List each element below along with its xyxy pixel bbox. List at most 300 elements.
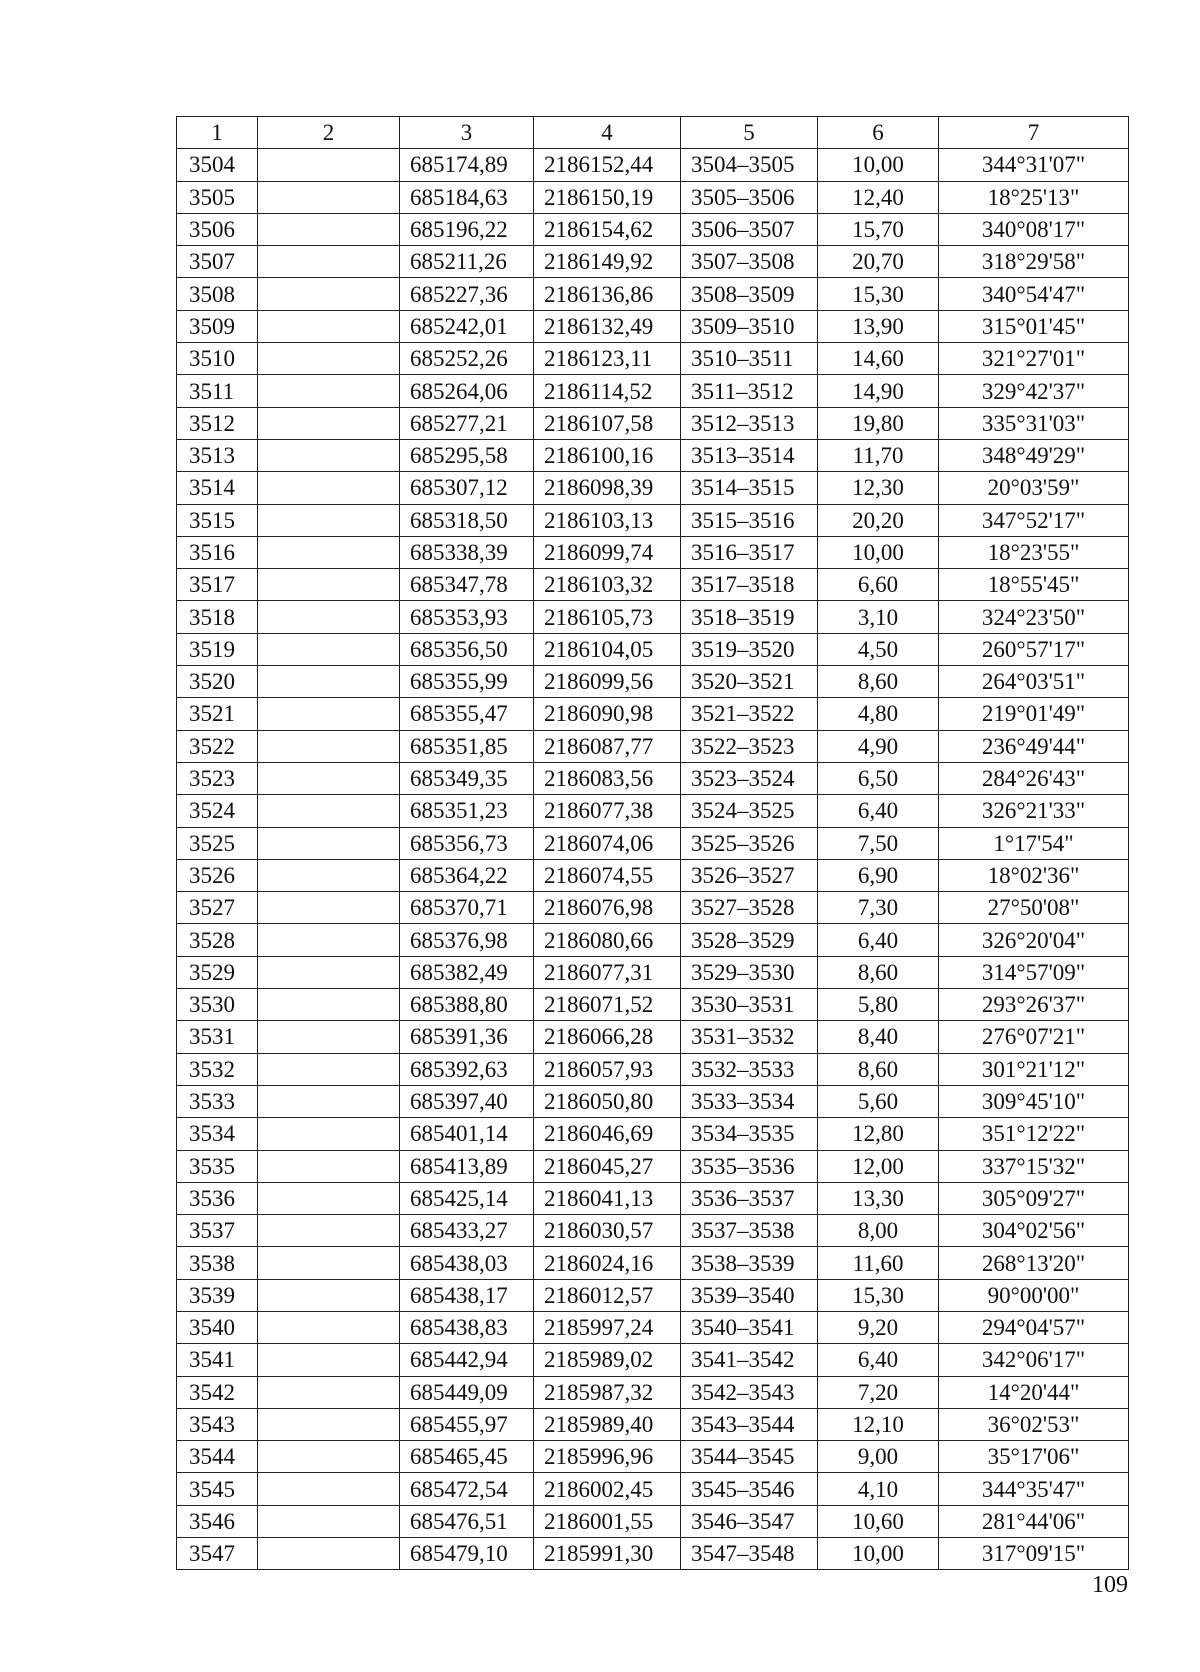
- coordinate-x-cell: 685388,80: [400, 989, 534, 1021]
- segment-cell: 3545–3546: [681, 1473, 818, 1505]
- table-row: [177, 827, 1129, 859]
- coordinate-x-cell: 685433,27: [400, 1215, 534, 1247]
- coordinate-x-cell: 685391,36: [400, 1021, 534, 1053]
- coordinate-x-cell: 685356,50: [400, 633, 534, 665]
- coordinate-x-cell: 685184,63: [400, 181, 534, 213]
- point-number-cell: 3506: [177, 213, 258, 245]
- segment-cell: 3510–3511: [681, 343, 818, 375]
- boundary-coordinates-table: [176, 116, 1129, 1570]
- segment-cell: 3538–3539: [681, 1247, 818, 1279]
- coordinate-x-cell: 685455,97: [400, 1408, 534, 1440]
- coordinate-x-cell: 685476,51: [400, 1505, 534, 1537]
- column-header-7: 7: [939, 117, 1129, 149]
- distance-cell: 14,90: [818, 375, 939, 407]
- segment-cell: 3546–3547: [681, 1505, 818, 1537]
- point-note-cell: [258, 1118, 400, 1150]
- table-row: [177, 1408, 1129, 1440]
- point-note-cell: [258, 795, 400, 827]
- coordinate-y-cell: 2186071,52: [534, 989, 681, 1021]
- table-row: [177, 504, 1129, 536]
- column-header-3: 3: [400, 117, 534, 149]
- coordinate-x-cell: 685196,22: [400, 213, 534, 245]
- table-row: [177, 1505, 1129, 1537]
- distance-cell: 5,60: [818, 1085, 939, 1117]
- distance-cell: 7,50: [818, 827, 939, 859]
- point-note-cell: [258, 246, 400, 278]
- segment-cell: 3523–3524: [681, 762, 818, 794]
- bearing-cell: 293°26'37": [939, 989, 1129, 1021]
- distance-cell: 7,20: [818, 1376, 939, 1408]
- coordinate-y-cell: 2186046,69: [534, 1118, 681, 1150]
- distance-cell: 12,10: [818, 1408, 939, 1440]
- distance-cell: 20,20: [818, 504, 939, 536]
- point-number-cell: 3533: [177, 1085, 258, 1117]
- distance-cell: 8,60: [818, 956, 939, 988]
- coordinate-x-cell: 685227,36: [400, 278, 534, 310]
- coordinate-x-cell: 685351,23: [400, 795, 534, 827]
- point-note-cell: [258, 1279, 400, 1311]
- coordinate-x-cell: 685351,85: [400, 730, 534, 762]
- table-row: [177, 181, 1129, 213]
- coordinate-x-cell: 685438,03: [400, 1247, 534, 1279]
- table-row: [177, 795, 1129, 827]
- segment-cell: 3543–3544: [681, 1408, 818, 1440]
- distance-cell: 15,30: [818, 1279, 939, 1311]
- table-row: [177, 1279, 1129, 1311]
- point-number-cell: 3525: [177, 827, 258, 859]
- point-note-cell: [258, 859, 400, 891]
- distance-cell: 10,00: [818, 536, 939, 568]
- coordinate-y-cell: 2186057,93: [534, 1053, 681, 1085]
- segment-cell: 3515–3516: [681, 504, 818, 536]
- bearing-cell: 276°07'21": [939, 1021, 1129, 1053]
- bearing-cell: 18°23'55": [939, 536, 1129, 568]
- point-number-cell: 3524: [177, 795, 258, 827]
- distance-cell: 10,60: [818, 1505, 939, 1537]
- coordinate-x-cell: 685242,01: [400, 310, 534, 342]
- segment-cell: 3527–3528: [681, 892, 818, 924]
- bearing-cell: 36°02'53": [939, 1408, 1129, 1440]
- coordinate-y-cell: 2186149,92: [534, 246, 681, 278]
- point-number-cell: 3521: [177, 698, 258, 730]
- distance-cell: 8,60: [818, 666, 939, 698]
- coordinate-x-cell: 685356,73: [400, 827, 534, 859]
- point-number-cell: 3512: [177, 407, 258, 439]
- coordinate-y-cell: 2185991,30: [534, 1538, 681, 1570]
- point-number-cell: 3518: [177, 601, 258, 633]
- coordinate-y-cell: 2186041,13: [534, 1182, 681, 1214]
- column-header-2: 2: [258, 117, 400, 149]
- coordinate-y-cell: 2186001,55: [534, 1505, 681, 1537]
- coordinate-y-cell: 2186077,38: [534, 795, 681, 827]
- distance-cell: 14,60: [818, 343, 939, 375]
- coordinate-y-cell: 2186100,16: [534, 439, 681, 471]
- point-note-cell: [258, 1182, 400, 1214]
- distance-cell: 3,10: [818, 601, 939, 633]
- point-note-cell: [258, 181, 400, 213]
- distance-cell: 8,00: [818, 1215, 939, 1247]
- coordinate-y-cell: 2186150,19: [534, 181, 681, 213]
- table-row: [177, 859, 1129, 891]
- point-note-cell: [258, 407, 400, 439]
- bearing-cell: 301°21'12": [939, 1053, 1129, 1085]
- coordinate-x-cell: 685252,26: [400, 343, 534, 375]
- coordinate-x-cell: 685211,26: [400, 246, 534, 278]
- bearing-cell: 340°08'17": [939, 213, 1129, 245]
- table-row: [177, 1376, 1129, 1408]
- point-note-cell: [258, 439, 400, 471]
- segment-cell: 3525–3526: [681, 827, 818, 859]
- coordinate-x-cell: 685307,12: [400, 472, 534, 504]
- point-number-cell: 3514: [177, 472, 258, 504]
- point-note-cell: [258, 1344, 400, 1376]
- distance-cell: 6,90: [818, 859, 939, 891]
- bearing-cell: 18°02'36": [939, 859, 1129, 891]
- coordinate-y-cell: 2186090,98: [534, 698, 681, 730]
- point-note-cell: [258, 536, 400, 568]
- coordinate-y-cell: 2185997,24: [534, 1311, 681, 1343]
- table-row: [177, 633, 1129, 665]
- coordinate-y-cell: 2185996,96: [534, 1441, 681, 1473]
- point-number-cell: 3519: [177, 633, 258, 665]
- segment-cell: 3534–3535: [681, 1118, 818, 1150]
- point-note-cell: [258, 892, 400, 924]
- point-note-cell: [258, 924, 400, 956]
- coordinate-x-cell: 685382,49: [400, 956, 534, 988]
- distance-cell: 4,90: [818, 730, 939, 762]
- point-number-cell: 3504: [177, 149, 258, 181]
- point-number-cell: 3505: [177, 181, 258, 213]
- segment-cell: 3505–3506: [681, 181, 818, 213]
- distance-cell: 12,80: [818, 1118, 939, 1150]
- distance-cell: 6,40: [818, 1344, 939, 1376]
- bearing-cell: 335°31'03": [939, 407, 1129, 439]
- segment-cell: 3511–3512: [681, 375, 818, 407]
- column-header-4: 4: [534, 117, 681, 149]
- coordinate-x-cell: 685472,54: [400, 1473, 534, 1505]
- segment-cell: 3516–3517: [681, 536, 818, 568]
- point-note-cell: [258, 827, 400, 859]
- point-note-cell: [258, 278, 400, 310]
- bearing-cell: 305°09'27": [939, 1182, 1129, 1214]
- segment-cell: 3517–3518: [681, 569, 818, 601]
- segment-cell: 3506–3507: [681, 213, 818, 245]
- segment-cell: 3521–3522: [681, 698, 818, 730]
- point-note-cell: [258, 1538, 400, 1570]
- table-row: [177, 956, 1129, 988]
- table-row: [177, 1247, 1129, 1279]
- coordinate-y-cell: 2186077,31: [534, 956, 681, 988]
- segment-cell: 3514–3515: [681, 472, 818, 504]
- point-number-cell: 3540: [177, 1311, 258, 1343]
- segment-cell: 3540–3541: [681, 1311, 818, 1343]
- point-number-cell: 3509: [177, 310, 258, 342]
- bearing-cell: 14°20'44": [939, 1376, 1129, 1408]
- segment-cell: 3528–3529: [681, 924, 818, 956]
- point-number-cell: 3507: [177, 246, 258, 278]
- coordinate-y-cell: 2186103,13: [534, 504, 681, 536]
- coordinate-x-cell: 685347,78: [400, 569, 534, 601]
- point-note-cell: [258, 213, 400, 245]
- segment-cell: 3526–3527: [681, 859, 818, 891]
- table-row: [177, 1118, 1129, 1150]
- coordinate-y-cell: 2186066,28: [534, 1021, 681, 1053]
- bearing-cell: 284°26'43": [939, 762, 1129, 794]
- coordinate-y-cell: 2185987,32: [534, 1376, 681, 1408]
- column-header-1: 1: [177, 117, 258, 149]
- distance-cell: 10,00: [818, 149, 939, 181]
- segment-cell: 3531–3532: [681, 1021, 818, 1053]
- distance-cell: 8,40: [818, 1021, 939, 1053]
- point-note-cell: [258, 149, 400, 181]
- coordinate-x-cell: 685174,89: [400, 149, 534, 181]
- table-row: [177, 439, 1129, 471]
- coordinate-y-cell: 2186074,06: [534, 827, 681, 859]
- bearing-cell: 318°29'58": [939, 246, 1129, 278]
- distance-cell: 13,30: [818, 1182, 939, 1214]
- segment-cell: 3541–3542: [681, 1344, 818, 1376]
- point-note-cell: [258, 666, 400, 698]
- segment-cell: 3547–3548: [681, 1538, 818, 1570]
- table-row: [177, 1538, 1129, 1570]
- coordinate-y-cell: 2186024,16: [534, 1247, 681, 1279]
- table-row: [177, 213, 1129, 245]
- coordinate-y-cell: 2186099,56: [534, 666, 681, 698]
- distance-cell: 12,00: [818, 1150, 939, 1182]
- bearing-cell: 294°04'57": [939, 1311, 1129, 1343]
- distance-cell: 6,50: [818, 762, 939, 794]
- segment-cell: 3512–3513: [681, 407, 818, 439]
- bearing-cell: 304°02'56": [939, 1215, 1129, 1247]
- bearing-cell: 1°17'54": [939, 827, 1129, 859]
- distance-cell: 19,80: [818, 407, 939, 439]
- segment-cell: 3544–3545: [681, 1441, 818, 1473]
- bearing-cell: 347°52'17": [939, 504, 1129, 536]
- table-row: [177, 375, 1129, 407]
- coordinate-x-cell: 685392,63: [400, 1053, 534, 1085]
- coordinate-y-cell: 2186132,49: [534, 310, 681, 342]
- segment-cell: 3513–3514: [681, 439, 818, 471]
- segment-cell: 3542–3543: [681, 1376, 818, 1408]
- page-number: 109: [1092, 1572, 1128, 1598]
- bearing-cell: 326°21'33": [939, 795, 1129, 827]
- distance-cell: 5,80: [818, 989, 939, 1021]
- coordinate-y-cell: 2186098,39: [534, 472, 681, 504]
- point-note-cell: [258, 956, 400, 988]
- coordinate-x-cell: 685449,09: [400, 1376, 534, 1408]
- coordinate-x-cell: 685364,22: [400, 859, 534, 891]
- distance-cell: 12,40: [818, 181, 939, 213]
- bearing-cell: 20°03'59": [939, 472, 1129, 504]
- table-row: [177, 278, 1129, 310]
- distance-cell: 12,30: [818, 472, 939, 504]
- segment-cell: 3520–3521: [681, 666, 818, 698]
- coordinate-y-cell: 2186074,55: [534, 859, 681, 891]
- segment-cell: 3507–3508: [681, 246, 818, 278]
- distance-cell: 9,20: [818, 1311, 939, 1343]
- coordinate-x-cell: 685376,98: [400, 924, 534, 956]
- segment-cell: 3522–3523: [681, 730, 818, 762]
- coordinate-y-cell: 2186076,98: [534, 892, 681, 924]
- table-row: [177, 989, 1129, 1021]
- bearing-cell: 27°50'08": [939, 892, 1129, 924]
- bearing-cell: 281°44'06": [939, 1505, 1129, 1537]
- segment-cell: 3508–3509: [681, 278, 818, 310]
- coordinate-x-cell: 685438,83: [400, 1311, 534, 1343]
- segment-cell: 3509–3510: [681, 310, 818, 342]
- point-number-cell: 3522: [177, 730, 258, 762]
- table-body: [177, 149, 1129, 1570]
- point-number-cell: 3526: [177, 859, 258, 891]
- point-number-cell: 3529: [177, 956, 258, 988]
- point-number-cell: 3542: [177, 1376, 258, 1408]
- coordinate-y-cell: 2185989,02: [534, 1344, 681, 1376]
- column-header-5: 5: [681, 117, 818, 149]
- coordinate-x-cell: 685349,35: [400, 762, 534, 794]
- bearing-cell: 344°35'47": [939, 1473, 1129, 1505]
- point-number-cell: 3547: [177, 1538, 258, 1570]
- coordinate-y-cell: 2186080,66: [534, 924, 681, 956]
- point-note-cell: [258, 601, 400, 633]
- distance-cell: 13,90: [818, 310, 939, 342]
- coordinate-y-cell: 2186107,58: [534, 407, 681, 439]
- coordinate-x-cell: 685318,50: [400, 504, 534, 536]
- bearing-cell: 18°25'13": [939, 181, 1129, 213]
- table-row: [177, 1021, 1129, 1053]
- point-number-cell: 3516: [177, 536, 258, 568]
- distance-cell: 7,30: [818, 892, 939, 924]
- table-row: [177, 1311, 1129, 1343]
- coordinate-y-cell: 2186105,73: [534, 601, 681, 633]
- coordinate-x-cell: 685338,39: [400, 536, 534, 568]
- segment-cell: 3533–3534: [681, 1085, 818, 1117]
- table-row: [177, 472, 1129, 504]
- segment-cell: 3530–3531: [681, 989, 818, 1021]
- point-number-cell: 3537: [177, 1215, 258, 1247]
- coordinate-y-cell: 2186050,80: [534, 1085, 681, 1117]
- bearing-cell: 315°01'45": [939, 310, 1129, 342]
- coordinate-x-cell: 685353,93: [400, 601, 534, 633]
- table-row: [177, 407, 1129, 439]
- bearing-cell: 317°09'15": [939, 1538, 1129, 1570]
- table-row: [177, 601, 1129, 633]
- coordinate-y-cell: 2186083,56: [534, 762, 681, 794]
- bearing-cell: 329°42'37": [939, 375, 1129, 407]
- coordinate-x-cell: 685425,14: [400, 1182, 534, 1214]
- point-number-cell: 3535: [177, 1150, 258, 1182]
- point-note-cell: [258, 1505, 400, 1537]
- bearing-cell: 324°23'50": [939, 601, 1129, 633]
- coordinate-x-cell: 685442,94: [400, 1344, 534, 1376]
- bearing-cell: 351°12'22": [939, 1118, 1129, 1150]
- bearing-cell: 18°55'45": [939, 569, 1129, 601]
- point-number-cell: 3513: [177, 439, 258, 471]
- table-row: [177, 343, 1129, 375]
- coordinate-x-cell: 685370,71: [400, 892, 534, 924]
- segment-cell: 3519–3520: [681, 633, 818, 665]
- point-note-cell: [258, 1150, 400, 1182]
- coordinate-x-cell: 685413,89: [400, 1150, 534, 1182]
- point-note-cell: [258, 343, 400, 375]
- point-note-cell: [258, 1215, 400, 1247]
- point-note-cell: [258, 1408, 400, 1440]
- distance-cell: 20,70: [818, 246, 939, 278]
- bearing-cell: 337°15'32": [939, 1150, 1129, 1182]
- point-note-cell: [258, 375, 400, 407]
- table-row: [177, 1344, 1129, 1376]
- point-note-cell: [258, 310, 400, 342]
- segment-cell: 3536–3537: [681, 1182, 818, 1214]
- bearing-cell: 340°54'47": [939, 278, 1129, 310]
- bearing-cell: 264°03'51": [939, 666, 1129, 698]
- point-note-cell: [258, 504, 400, 536]
- point-number-cell: 3530: [177, 989, 258, 1021]
- coordinate-x-cell: 685277,21: [400, 407, 534, 439]
- bearing-cell: 268°13'20": [939, 1247, 1129, 1279]
- coordinate-y-cell: 2185989,40: [534, 1408, 681, 1440]
- coordinate-y-cell: 2186030,57: [534, 1215, 681, 1247]
- bearing-cell: 90°00'00": [939, 1279, 1129, 1311]
- coordinate-y-cell: 2186045,27: [534, 1150, 681, 1182]
- point-note-cell: [258, 730, 400, 762]
- distance-cell: 11,60: [818, 1247, 939, 1279]
- segment-cell: 3535–3536: [681, 1150, 818, 1182]
- point-note-cell: [258, 633, 400, 665]
- table-row: [177, 536, 1129, 568]
- point-number-cell: 3539: [177, 1279, 258, 1311]
- point-number-cell: 3545: [177, 1473, 258, 1505]
- point-number-cell: 3544: [177, 1441, 258, 1473]
- point-number-cell: 3517: [177, 569, 258, 601]
- coordinate-y-cell: 2186087,77: [534, 730, 681, 762]
- table-row: [177, 1182, 1129, 1214]
- coordinate-y-cell: 2186099,74: [534, 536, 681, 568]
- point-number-cell: 3527: [177, 892, 258, 924]
- point-number-cell: 3541: [177, 1344, 258, 1376]
- coordinate-y-cell: 2186123,11: [534, 343, 681, 375]
- coordinate-x-cell: 685438,17: [400, 1279, 534, 1311]
- point-note-cell: [258, 1473, 400, 1505]
- bearing-cell: 219°01'49": [939, 698, 1129, 730]
- table-row: [177, 1150, 1129, 1182]
- table-row: [177, 246, 1129, 278]
- bearing-cell: 344°31'07": [939, 149, 1129, 181]
- point-note-cell: [258, 472, 400, 504]
- distance-cell: 6,60: [818, 569, 939, 601]
- table-row: [177, 1473, 1129, 1505]
- distance-cell: 6,40: [818, 795, 939, 827]
- table-header-row: [177, 117, 1129, 149]
- table-row: [177, 149, 1129, 181]
- coordinate-y-cell: 2186104,05: [534, 633, 681, 665]
- point-number-cell: 3532: [177, 1053, 258, 1085]
- table-row: [177, 762, 1129, 794]
- coordinate-y-cell: 2186136,86: [534, 278, 681, 310]
- column-header-6: 6: [818, 117, 939, 149]
- point-number-cell: 3546: [177, 1505, 258, 1537]
- table-row: [177, 698, 1129, 730]
- coordinate-x-cell: 685295,58: [400, 439, 534, 471]
- table-row: [177, 1053, 1129, 1085]
- table-row: [177, 924, 1129, 956]
- table-row: [177, 892, 1129, 924]
- bearing-cell: 35°17'06": [939, 1441, 1129, 1473]
- distance-cell: 10,00: [818, 1538, 939, 1570]
- coordinate-y-cell: 2186114,52: [534, 375, 681, 407]
- segment-cell: 3532–3533: [681, 1053, 818, 1085]
- bearing-cell: 321°27'01": [939, 343, 1129, 375]
- point-number-cell: 3508: [177, 278, 258, 310]
